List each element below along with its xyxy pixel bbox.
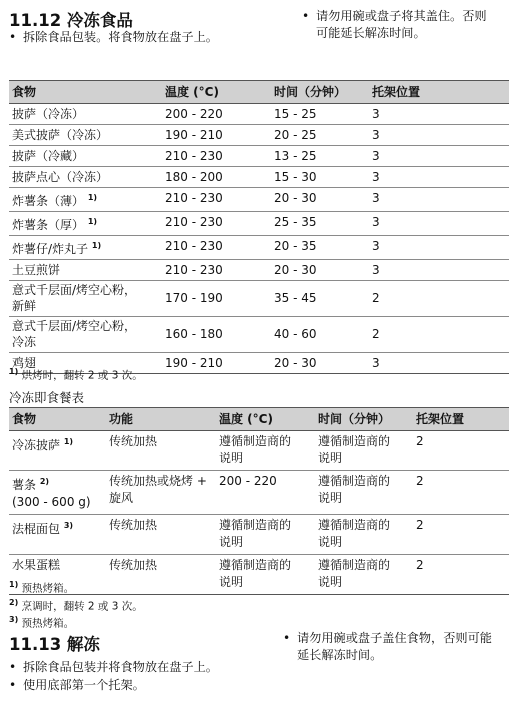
cell-shelf-position xyxy=(413,555,509,595)
cell-function xyxy=(106,471,216,515)
footnote-ref: 1) xyxy=(91,241,102,250)
cell-temperature-text: 遵循制造商的 xyxy=(219,434,292,448)
bullet-do-not-cover-defrost xyxy=(283,630,515,664)
bullet-text-line1: 请勿用碗或盘子盖住食物，否则可能 xyxy=(297,631,492,645)
cell-food xyxy=(9,146,162,167)
cell-time-text: 遵循制造商的 xyxy=(318,558,391,572)
cell-time-text-line2: 说明 xyxy=(318,491,343,505)
cell-function-text: 传统加热 xyxy=(109,434,158,448)
footnote-mark: 2) xyxy=(9,597,19,607)
bullet-text: 使用底部第一个托架。 xyxy=(23,678,145,692)
cell-time xyxy=(315,555,413,595)
cell-time-text: 20 - 30 xyxy=(274,356,317,370)
footnote-mark: 1) xyxy=(9,367,19,376)
cell-function-text: 传统加热 xyxy=(109,518,158,532)
cell-temperature-text: 180 - 200 xyxy=(165,170,223,184)
cell-food-text: 意式千层面/烤空心粉， xyxy=(12,283,137,297)
cell-food-text: 披萨（冷藏） xyxy=(12,149,85,163)
cell-food-text: 炸薯条（薄） xyxy=(12,194,85,208)
cell-temperature-text: 170 - 190 xyxy=(165,291,223,305)
cell-food-text-line2: (300 - 600 g) xyxy=(12,495,91,509)
frozen-food-table xyxy=(9,80,509,374)
cell-shelf-position xyxy=(369,125,509,146)
cell-temperature-text: 210 - 230 xyxy=(165,191,223,205)
cell-time xyxy=(315,431,413,471)
bullet-text: 拆除食品包装并将食物放在盘子上。 xyxy=(23,660,218,674)
table-row xyxy=(9,281,509,317)
cell-temperature xyxy=(162,353,271,374)
table-row xyxy=(9,471,509,515)
cell-food-text: 意式千层面/烤空心粉， xyxy=(12,319,137,333)
cell-shelf-position-text: 3 xyxy=(372,149,380,163)
table1-footnote xyxy=(9,365,143,383)
header-function: 功能 xyxy=(106,408,216,431)
table-row xyxy=(9,260,509,281)
cell-shelf-position-text: 3 xyxy=(372,107,380,121)
footnote-ref: 1) xyxy=(63,437,74,446)
cell-food-text: 炸薯仔/炸丸子 xyxy=(12,242,89,256)
cell-shelf-position-text: 2 xyxy=(372,291,380,305)
cell-shelf-position-text: 2 xyxy=(416,434,424,448)
cell-time-text: 40 - 60 xyxy=(274,327,317,341)
cell-temperature xyxy=(162,212,271,236)
bullet-mark: • xyxy=(9,678,17,692)
cell-shelf-position xyxy=(413,431,509,471)
cell-temperature xyxy=(162,125,271,146)
header-food: 食物 xyxy=(9,81,162,104)
cell-time-text: 遵循制造商的 xyxy=(318,434,391,448)
cell-temperature-text-line2: 说明 xyxy=(219,451,244,465)
cell-time xyxy=(271,317,369,353)
footnote-text: 预热烤箱。 xyxy=(21,617,75,630)
cell-shelf-position xyxy=(369,317,509,353)
cell-shelf-position xyxy=(369,104,509,125)
section-title-frozen-food: 11.12 冷冻食品 xyxy=(9,11,133,30)
cell-temperature xyxy=(162,317,271,353)
footnote-ref: 2) xyxy=(39,477,50,486)
footnote-mark: 3) xyxy=(9,615,19,624)
table-row xyxy=(9,212,509,236)
cell-temperature xyxy=(216,471,315,515)
cell-time xyxy=(271,260,369,281)
cell-temperature-text-line2: 说明 xyxy=(219,535,244,549)
cell-food-text: 披萨（冷冻） xyxy=(12,107,85,121)
cell-temperature xyxy=(162,188,271,212)
cell-shelf-position xyxy=(369,236,509,260)
cell-food xyxy=(9,167,162,188)
cell-food xyxy=(9,317,162,353)
cell-time-text: 20 - 30 xyxy=(274,263,317,277)
cell-time-text: 15 - 25 xyxy=(274,107,317,121)
cell-time xyxy=(271,167,369,188)
cell-time-text: 20 - 35 xyxy=(274,239,317,253)
cell-time-text-line2: 说明 xyxy=(318,535,343,549)
cell-shelf-position-text: 2 xyxy=(416,474,424,488)
cell-time xyxy=(271,353,369,374)
cell-temperature xyxy=(216,515,315,555)
cell-food-text: 美式披萨（冷冻） xyxy=(12,128,109,142)
bullet-mark: • xyxy=(283,631,291,645)
cell-food-text: 水果蛋糕 xyxy=(12,558,61,572)
bullet-mark: • xyxy=(9,30,17,44)
cell-food-text: 炸薯条（厚） xyxy=(12,218,85,232)
cell-food-text-line2: 冷冻 xyxy=(12,335,37,349)
cell-temperature xyxy=(162,236,271,260)
table2-footnotes xyxy=(9,578,143,631)
table-row xyxy=(9,146,509,167)
bullet-do-not-cover xyxy=(302,8,514,42)
cell-time xyxy=(271,188,369,212)
cell-shelf-position xyxy=(413,515,509,555)
cell-temperature xyxy=(162,281,271,317)
footnote-2 xyxy=(9,596,143,614)
cell-temperature-text: 遵循制造商的 xyxy=(219,558,292,572)
cell-temperature xyxy=(162,104,271,125)
cell-food-text: 法棍面包 xyxy=(12,522,61,536)
cell-time-text: 25 - 35 xyxy=(274,215,317,229)
bullet-remove-packaging xyxy=(9,29,218,46)
cell-shelf-position-text: 3 xyxy=(372,263,380,277)
table-row xyxy=(9,236,509,260)
table-row xyxy=(9,431,509,471)
cell-shelf-position-text: 2 xyxy=(372,327,380,341)
bullet-use-first-shelf xyxy=(9,677,145,694)
ready-meal-table xyxy=(9,407,509,595)
bullet-text-line1: 请勿用碗或盘子将其盖住。否则 xyxy=(316,9,487,23)
cell-time xyxy=(271,281,369,317)
cell-food xyxy=(9,236,162,260)
cell-temperature-text: 160 - 180 xyxy=(165,327,223,341)
cell-food xyxy=(9,515,106,555)
cell-temperature-text-line2: 说明 xyxy=(219,575,244,589)
cell-function-text: 传统加热 xyxy=(109,558,158,572)
cell-food-text-line2: 新鲜 xyxy=(12,299,37,313)
bullet-text-line2: 延长解冻时间。 xyxy=(297,648,383,662)
cell-time xyxy=(271,212,369,236)
cell-time-text-line2: 说明 xyxy=(318,575,343,589)
cell-food-text: 披萨点心（冷冻） xyxy=(12,170,109,184)
cell-shelf-position-text: 3 xyxy=(372,191,380,205)
table-header-row xyxy=(9,81,509,104)
cell-shelf-position-text: 3 xyxy=(372,128,380,142)
cell-food xyxy=(9,471,106,515)
cell-shelf-position xyxy=(369,212,509,236)
section-title-defrost: 11.13 解冻 xyxy=(9,635,100,654)
footnote-ref: 1) xyxy=(87,217,98,226)
cell-temperature-text: 190 - 210 xyxy=(165,128,223,142)
header-temperature: 温度 (°C) xyxy=(162,81,271,104)
footnote-3 xyxy=(9,613,143,631)
header-shelf-position: 托架位置 xyxy=(369,81,509,104)
bullet-mark: • xyxy=(302,9,310,23)
cell-food-text: 土豆煎饼 xyxy=(12,263,61,277)
cell-shelf-position xyxy=(369,260,509,281)
cell-shelf-position-text: 3 xyxy=(372,170,380,184)
cell-time-text: 15 - 30 xyxy=(274,170,317,184)
cell-shelf-position xyxy=(369,353,509,374)
cell-time xyxy=(271,125,369,146)
cell-temperature-text: 210 - 230 xyxy=(165,215,223,229)
cell-time-text: 20 - 25 xyxy=(274,128,317,142)
cell-temperature-text: 210 - 230 xyxy=(165,149,223,163)
header-time: 时间（分钟） xyxy=(271,81,369,104)
bullet-unwrap-food xyxy=(9,659,218,676)
cell-shelf-position xyxy=(369,146,509,167)
table-row xyxy=(9,188,509,212)
cell-food-text: 薯条 xyxy=(12,478,37,492)
cell-temperature xyxy=(162,260,271,281)
cell-time xyxy=(315,471,413,515)
cell-temperature-text: 190 - 210 xyxy=(165,356,223,370)
cell-temperature xyxy=(216,555,315,595)
table-row xyxy=(9,317,509,353)
cell-food-text: 鸡翅 xyxy=(12,356,37,370)
cell-temperature-text: 210 - 230 xyxy=(165,239,223,253)
cell-time xyxy=(315,515,413,555)
cell-food xyxy=(9,260,162,281)
cell-food xyxy=(9,188,162,212)
footnote-text: 预热烤箱。 xyxy=(21,582,75,595)
cell-shelf-position-text: 3 xyxy=(372,356,380,370)
cell-temperature xyxy=(162,146,271,167)
table-header-row xyxy=(9,408,509,431)
bullet-mark: • xyxy=(9,660,17,674)
header-food: 食物 xyxy=(9,408,106,431)
cell-time-text: 13 - 25 xyxy=(274,149,317,163)
cell-temperature-text: 200 - 220 xyxy=(165,107,223,121)
cell-time xyxy=(271,104,369,125)
cell-shelf-position xyxy=(369,281,509,317)
cell-time xyxy=(271,236,369,260)
cell-shelf-position-text: 3 xyxy=(372,239,380,253)
cell-time-text: 35 - 45 xyxy=(274,291,317,305)
table-row xyxy=(9,104,509,125)
table-row xyxy=(9,167,509,188)
cell-time-text: 遵循制造商的 xyxy=(318,518,391,532)
cell-shelf-position-text: 2 xyxy=(416,558,424,572)
ready-meal-table-caption: 冷冻即食餐表 xyxy=(9,390,85,405)
cell-food xyxy=(9,431,106,471)
header-shelf-position: 托架位置 xyxy=(413,408,509,431)
cell-function xyxy=(106,515,216,555)
cell-time-text: 遵循制造商的 xyxy=(318,474,391,488)
cell-food xyxy=(9,104,162,125)
cell-function-text: 传统加热或烧烤 + xyxy=(109,474,207,488)
cell-time-text: 20 - 30 xyxy=(274,191,317,205)
header-temperature: 温度 (°C) xyxy=(216,408,315,431)
table-row xyxy=(9,125,509,146)
cell-temperature xyxy=(216,431,315,471)
cell-shelf-position-text: 3 xyxy=(372,215,380,229)
cell-shelf-position xyxy=(369,167,509,188)
cell-function-text-line2: 旋风 xyxy=(109,491,134,505)
table-row xyxy=(9,515,509,555)
header-time: 时间（分钟） xyxy=(315,408,413,431)
cell-function xyxy=(106,431,216,471)
cell-temperature-text: 210 - 230 xyxy=(165,263,223,277)
cell-temperature-text: 遵循制造商的 xyxy=(219,518,292,532)
bullet-text: 拆除食品包装。将食物放在盘子上。 xyxy=(23,30,218,44)
cell-time-text-line2: 说明 xyxy=(318,451,343,465)
cell-temperature xyxy=(162,167,271,188)
footnote-ref: 3) xyxy=(63,521,74,530)
footnote-mark: 1) xyxy=(9,580,19,589)
footnote-1 xyxy=(9,578,143,596)
cell-time xyxy=(271,146,369,167)
cell-food xyxy=(9,125,162,146)
cell-shelf-position xyxy=(413,471,509,515)
cell-shelf-position-text: 2 xyxy=(416,518,424,532)
cell-shelf-position xyxy=(369,188,509,212)
footnote-text: 烘烤时，翻转 2 或 3 次。 xyxy=(21,369,143,382)
cell-temperature-text: 200 - 220 xyxy=(219,474,277,488)
bullet-text-line2: 可能延长解冻时间。 xyxy=(316,26,426,40)
cell-food xyxy=(9,281,162,317)
footnote-ref: 1) xyxy=(87,193,98,202)
cell-food xyxy=(9,212,162,236)
cell-food-text: 冷冻披萨 xyxy=(12,438,61,452)
footnote-text: 烹调时，翻转 2 或 3 次。 xyxy=(21,600,143,612)
